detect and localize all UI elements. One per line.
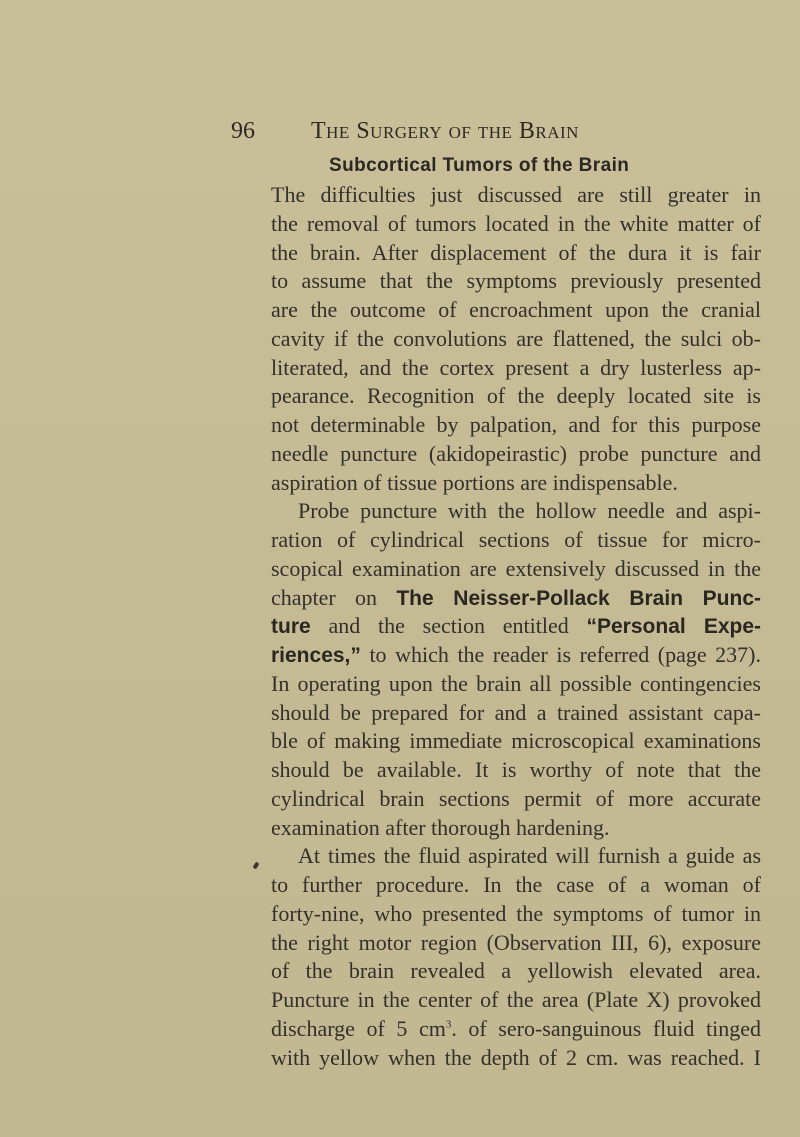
text-line: of the brain revealed a yellowish elevated area. bbox=[271, 958, 761, 984]
text-line: examination after thorough hardening. bbox=[271, 814, 610, 840]
text-line: scopical examination are extensively discussed in the bbox=[271, 555, 761, 581]
section-reference: “Personal Expe- bbox=[586, 615, 762, 639]
text-line: The difficulties just discussed are still greater in bbox=[271, 182, 761, 207]
text-line: pearance. Recognition of the deeply located site is bbox=[271, 383, 761, 409]
running-title: The Surgery of the Brain bbox=[311, 118, 579, 144]
page-number: 96 bbox=[231, 118, 255, 144]
text-line: the right motor region (Observation III, 6), exposure bbox=[271, 929, 761, 955]
text-line: cavity if the convolutions are flattened, the sulci ob- bbox=[271, 325, 761, 351]
text-line: aspiration of tissue portions are indispensable. bbox=[271, 469, 678, 495]
superscript: 3 bbox=[445, 1018, 452, 1031]
text-line bbox=[271, 641, 761, 670]
line-text: to which the reader is referred (page 237). bbox=[360, 642, 761, 667]
text-line bbox=[271, 584, 761, 613]
text-line bbox=[271, 1015, 761, 1044]
text-line: In operating upon the brain all possible contingencies bbox=[271, 670, 761, 696]
line-text: . of sero-sanguinous fluid tinged bbox=[451, 1015, 761, 1041]
text-line bbox=[271, 612, 761, 641]
text-line: Puncture in the center of the area (Plate X) provoked bbox=[271, 987, 761, 1012]
text-line: the brain. After displacement of the dura it is fair bbox=[271, 239, 761, 265]
text-line: ration of cylindrical sections of tissue for micro- bbox=[271, 527, 761, 552]
text-line: to assume that the symptoms previously presented bbox=[271, 268, 761, 294]
text-line: Probe puncture with the hollow needle and aspi- bbox=[298, 498, 761, 524]
text-line: needle puncture (akidopeirastic) probe puncture and bbox=[271, 440, 761, 466]
body-text bbox=[271, 181, 761, 1072]
text-line: with yellow when the depth of 2 cm. was reached. I bbox=[271, 1044, 761, 1070]
text-line: the removal of tumors located in the white matter of bbox=[271, 210, 761, 236]
text-line: literated, and the cortex present a dry lusterless ap- bbox=[271, 354, 761, 380]
line-text: chapter on bbox=[271, 584, 397, 610]
text-line: not determinable by palpation, and for this purpose bbox=[271, 412, 761, 437]
text-line: ble of making immediate microscopical examinations bbox=[271, 728, 761, 754]
chapter-reference: The Neisser-Pollack Brain Punc- bbox=[396, 586, 761, 610]
section-reference-cont: riences,” bbox=[271, 644, 361, 667]
text-line: At times the fluid aspirated will furnish a guide as bbox=[298, 843, 761, 869]
text-line: to further procedure. In the case of a woman of bbox=[271, 872, 761, 897]
line-text: and the section entitled bbox=[310, 613, 587, 639]
chapter-reference-cont: ture bbox=[271, 615, 311, 639]
section-heading: Subcortical Tumors of the Brain bbox=[329, 155, 630, 176]
text-line: forty-nine, who presented the symptoms of tumor in bbox=[271, 900, 761, 926]
text-line: are the outcome of encroachment upon the cranial bbox=[271, 297, 761, 322]
text-line: cylindrical brain sections permit of more accurate bbox=[271, 785, 761, 811]
line-text: discharge of 5 cm bbox=[271, 1015, 446, 1041]
text-line: should be available. It is worthy of note that the bbox=[271, 757, 761, 782]
running-head bbox=[231, 118, 579, 145]
ink-speck bbox=[253, 861, 260, 869]
text-line: should be prepared for and a trained assistant capa- bbox=[271, 699, 761, 725]
